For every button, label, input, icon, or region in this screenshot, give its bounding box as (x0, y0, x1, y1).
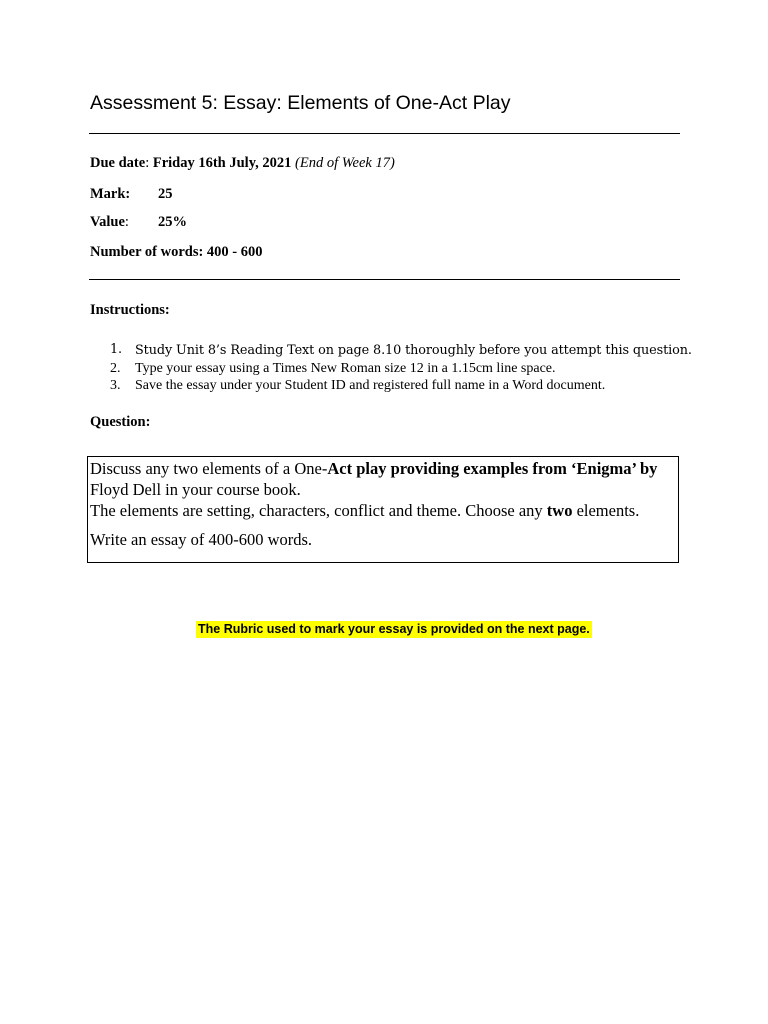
instructions-heading: Instructions: (90, 302, 170, 318)
due-date-label: Due date (90, 155, 146, 171)
list-item (110, 377, 692, 395)
value-row (90, 214, 187, 231)
divider-top (89, 133, 680, 134)
value-label: Value (90, 214, 125, 230)
list-item (110, 360, 692, 378)
question-line-1-plain: Discuss any two elements of a One- (90, 459, 328, 478)
due-date-row (90, 155, 395, 172)
question-line-3-post: elements. (572, 501, 640, 520)
word-count-row (90, 244, 263, 261)
question-line-4: Write an essay of 400-600 words. (90, 530, 313, 549)
word-count-label: Number of words: 400 - 600 (90, 244, 263, 260)
mark-value: 25 (158, 186, 173, 202)
due-date-colon: : (145, 155, 150, 171)
question-line-3 (90, 500, 676, 521)
list-item-text: Save the essay under your Student ID and registered full name in a Word document. (135, 378, 606, 393)
mark-label: Mark: (90, 186, 131, 202)
list-item (110, 341, 692, 360)
due-date-value: Friday 16th July, 2021 (152, 155, 292, 171)
value-value: 25% (158, 214, 187, 230)
list-item-number: 1. (110, 342, 123, 357)
mark-row (90, 186, 173, 203)
question-line-3-pre: The elements are setting, characters, conflict and theme. Choose any (90, 501, 547, 520)
question-heading: Question: (90, 414, 151, 430)
question-line-2: Floyd Dell in your course book. (90, 480, 301, 499)
question-box (87, 456, 679, 563)
question-line-3-bold: two (546, 501, 573, 520)
due-date-note: (End of Week 17) (295, 155, 395, 171)
list-item-text: Type your essay using a Times New Roman size 12 in a 1.15cm line space. (135, 360, 556, 376)
instructions-list (110, 341, 692, 395)
page-title: Assessment 5: Essay: Elements of One-Act Play (90, 92, 511, 114)
question-line-1 (90, 458, 676, 479)
list-item-text: Study Unit 8’s Reading Text on page 8.10 thoroughly before you attempt this question. (135, 343, 692, 358)
list-item-number: 2. (110, 360, 121, 376)
rubric-note: The Rubric used to mark your essay is provided on the next page. (198, 622, 590, 636)
list-item-number: 3. (110, 378, 121, 393)
value-colon: : (124, 214, 129, 230)
divider-bottom (89, 279, 680, 280)
question-line-1-bold: Act play providing examples from ‘Enigma’ by (327, 459, 658, 478)
